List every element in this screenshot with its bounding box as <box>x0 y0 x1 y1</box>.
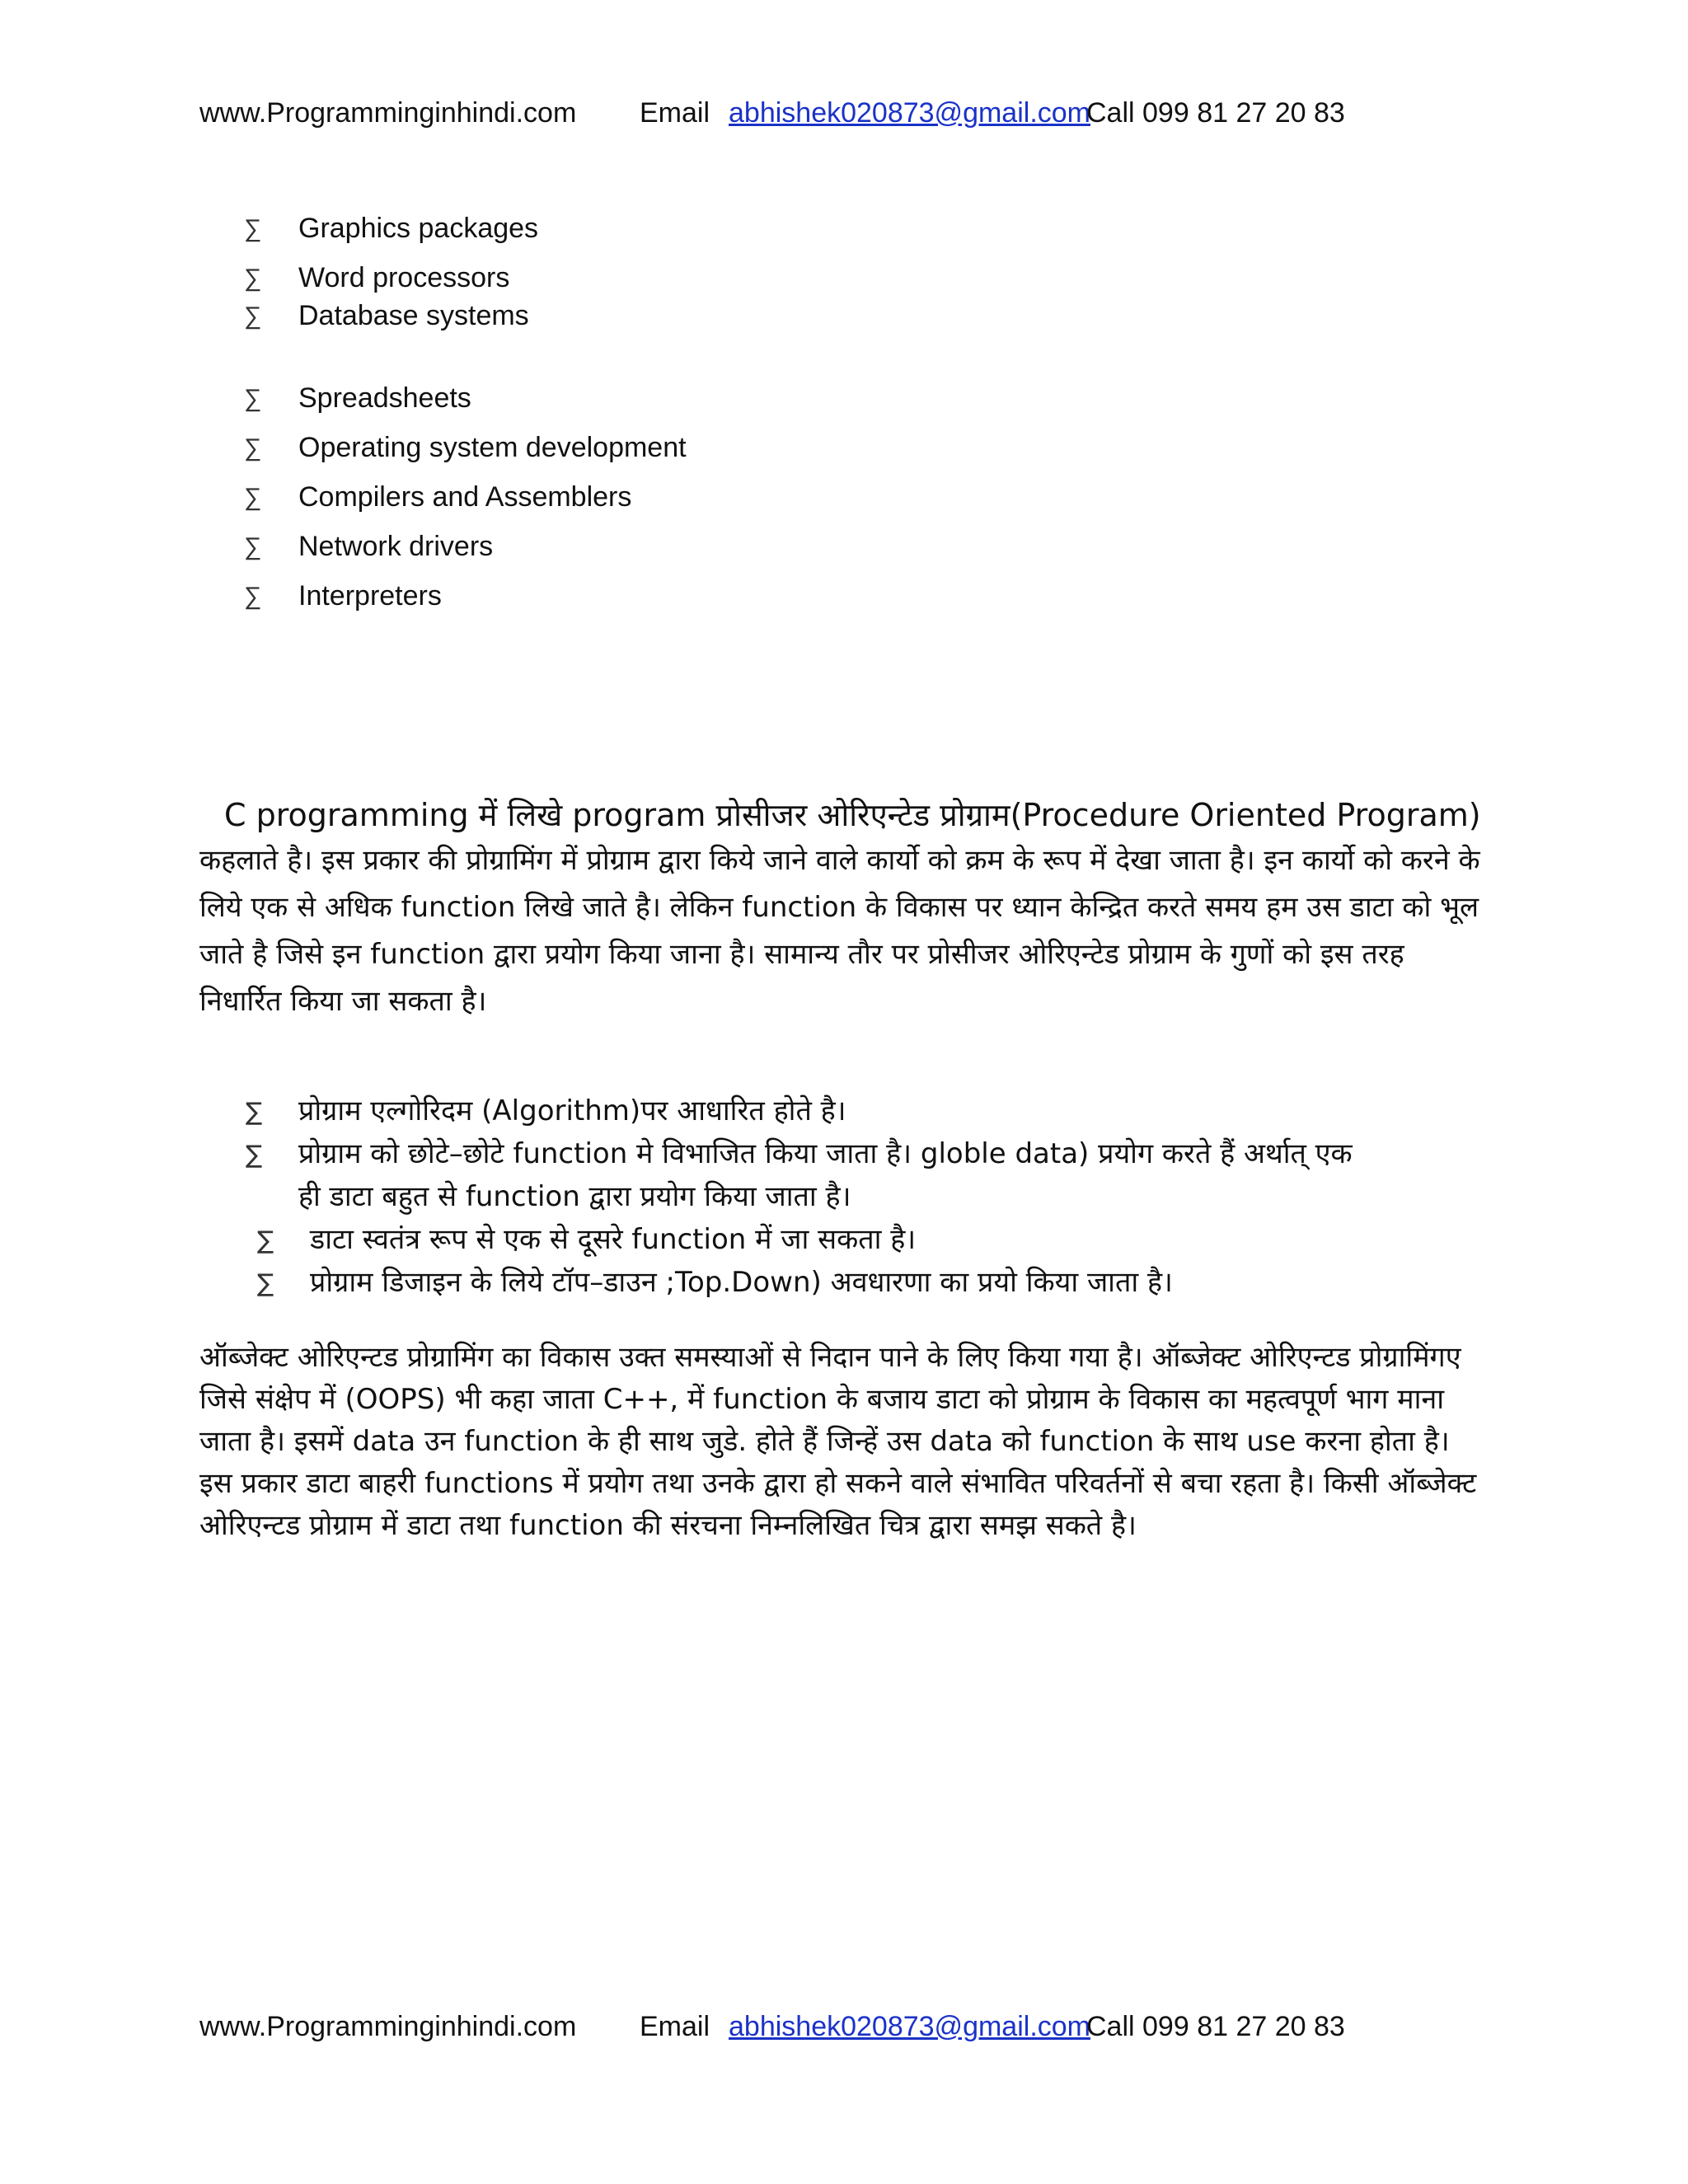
oop-paragraph: ऑब्जेक्ट ओरिएन्टड प्रोग्रामिंग का विकास उक्त समस्याओं से निदान पाने के लिए किया गया है। ऑब्जेक्ट ओरिएन्टड प्रोग्रामिंगए जिसे संक्षेप में (OOPS) भी कहा जाता C++, में function के बजाय डाटा को प्रोग्राम के विकास का महत्वपूर्ण भाग माना जाता है। इसमें data उन function के ही साथ जुडे. होते हैं जिन्हें उस data को function के साथ use करना होता है। इस प्रकार डाटा बाहरी functions में प्रयोग तथा उनके द्वारा हो सकने वाले संभावित परिवर्तनों से बचा रहता है। किसी ऑब्जेक्ट ओरिएन्टड प्रोग्राम में डाटा तथा function की संरचना निम्नलिखित चित्र द्वारा समझ सकते है। <box>199 1341 1477 1542</box>
sigma-bullet-icon: ∑ <box>244 583 262 610</box>
sigma-bullet-icon: ∑ <box>244 484 262 511</box>
sigma-bullet-icon: ∑ <box>244 265 262 292</box>
sigma-bullet-icon: ∑ <box>257 1269 274 1298</box>
sigma-bullet-icon: ∑ <box>246 1141 263 1169</box>
sigma-bullet-icon: ∑ <box>244 385 262 412</box>
header-call-number: Call 099 81 27 20 83 <box>1086 97 1345 129</box>
footer-site-url[interactable]: www.Programminginhindi.com <box>199 2011 577 2042</box>
pop-intro-line: C programming में लिखे program प्रोसीजर ओरिएन्टेड प्रोग्राम(Procedure Oriented Program) <box>224 797 1481 833</box>
header-email-link[interactable]: abhishek020873@gmail.com <box>729 97 1090 129</box>
footer-email-label: Email <box>640 2011 710 2042</box>
sigma-bullet-icon: ∑ <box>244 533 262 560</box>
header-email-label: Email <box>640 97 710 129</box>
page-footer <box>199 2011 1345 2043</box>
sigma-bullet-icon: ∑ <box>244 302 262 330</box>
sigma-bullet-icon: ∑ <box>257 1226 274 1255</box>
page-header <box>199 97 1345 129</box>
footer-email-link[interactable]: abhishek020873@gmail.com <box>729 2011 1090 2042</box>
sigma-bullet-icon: ∑ <box>244 434 262 462</box>
sigma-bullet-icon: ∑ <box>244 215 262 242</box>
sigma-bullet-icon: ∑ <box>246 1098 263 1127</box>
pop-paragraph: कहलाते है। इस प्रकार की प्रोग्रामिंग में प्रोग्राम द्वारा किये जाने वाले कार्यो को क्रम के रूप में देखा जाता है। इन कार्यो को करने के लिये एक से अधिक function लिखे जाते है। लेकिन function के विकास पर ध्यान केन्द्रित करते समय हम उस डाटा को भूल जाते है जिसे इन function द्वारा प्रयोग किया जाना है। सामान्य तौर पर प्रोसीजर ओरिएन्टेड प्रोग्राम के गुणों को इस तरह निधार्रित किया जा सकता है। <box>199 844 1480 1018</box>
footer-call-number: Call 099 81 27 20 83 <box>1086 2011 1345 2042</box>
header-site-url[interactable]: www.Programminginhindi.com <box>199 97 577 129</box>
